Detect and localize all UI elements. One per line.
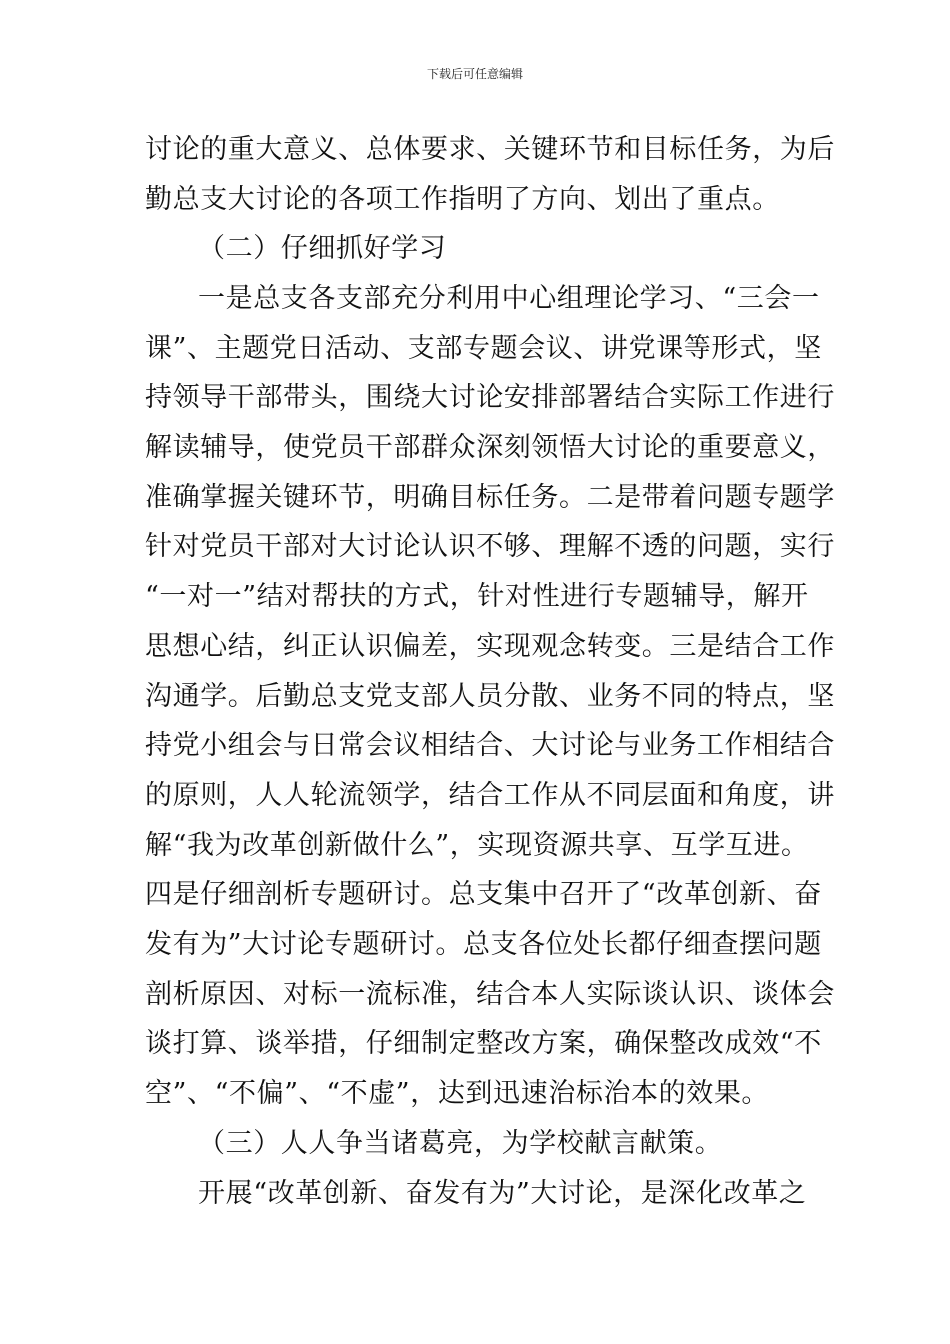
section-heading-3: （三）人人争当诸葛亮，为学校献言献策。	[198, 1128, 723, 1159]
body-line-12: 沟通学。后勤总支党支部人员分散、业务不同的特点，坚	[145, 681, 835, 712]
body-line-4: 一是总支各支部充分利用中心组理论学习、“三会一	[198, 283, 820, 314]
body-line-5: 课”、主题党日活动、支部专题会议、讲党课等形式，坚	[145, 333, 822, 364]
body-line-16: 四是仔细剖析专题研讨。总支集中召开了“改革创新、奋	[145, 879, 822, 910]
body-line-20: 空”、“不偏”、“不虚”，达到迅速治标治本的效果。	[145, 1078, 770, 1109]
body-line-8: 准确掌握关键环节，明确目标任务。二是带着问题专题学	[145, 482, 835, 513]
page-header: 下载后可任意编辑	[426, 67, 523, 81]
body-line-15: 解“我为改革创新做什么”，实现资源共享、互学互进。	[145, 830, 809, 861]
body-line-9: 针对党员干部对大讨论认识不够、理解不透的问题，实行	[145, 531, 835, 562]
body-line-14: 的原则，人人轮流领学，结合工作从不同层面和角度，讲	[145, 780, 835, 811]
body-line-22: 开展“改革创新、奋发有为”大讨论，是深化改革之	[198, 1178, 807, 1209]
body-line-11: 思想心结，纠正认识偏差，实现观念转变。三是结合工作	[145, 631, 835, 662]
body-line-2: 勤总支大讨论的各项工作指明了方向、划出了重点。	[145, 184, 780, 215]
body-line-18: 剖析原因、对标一流标准，结合本人实际谈认识、谈体会	[145, 979, 835, 1010]
body-line-17: 发有为”大讨论专题研讨。总支各位处长都仔细查摆问题	[145, 929, 822, 960]
body-line-6: 持领导干部带头，围绕大讨论安排部署结合实际工作进行	[145, 382, 835, 413]
section-heading-2: （二）仔细抓好学习	[198, 233, 447, 264]
body-line-13: 持党小组会与日常会议相结合、大讨论与业务工作相结合	[145, 730, 835, 761]
body-line-10: “一对一”结对帮扶的方式，针对性进行专题辅导，解开	[145, 581, 809, 612]
body-line-7: 解读辅导，使党员干部群众深刻领悟大讨论的重要意义，	[145, 432, 835, 463]
body-line-1: 讨论的重大意义、总体要求、关键环节和目标任务，为后	[145, 134, 835, 165]
body-line-19: 谈打算、谈举措，仔细制定整改方案，确保整改成效“不	[145, 1028, 822, 1059]
